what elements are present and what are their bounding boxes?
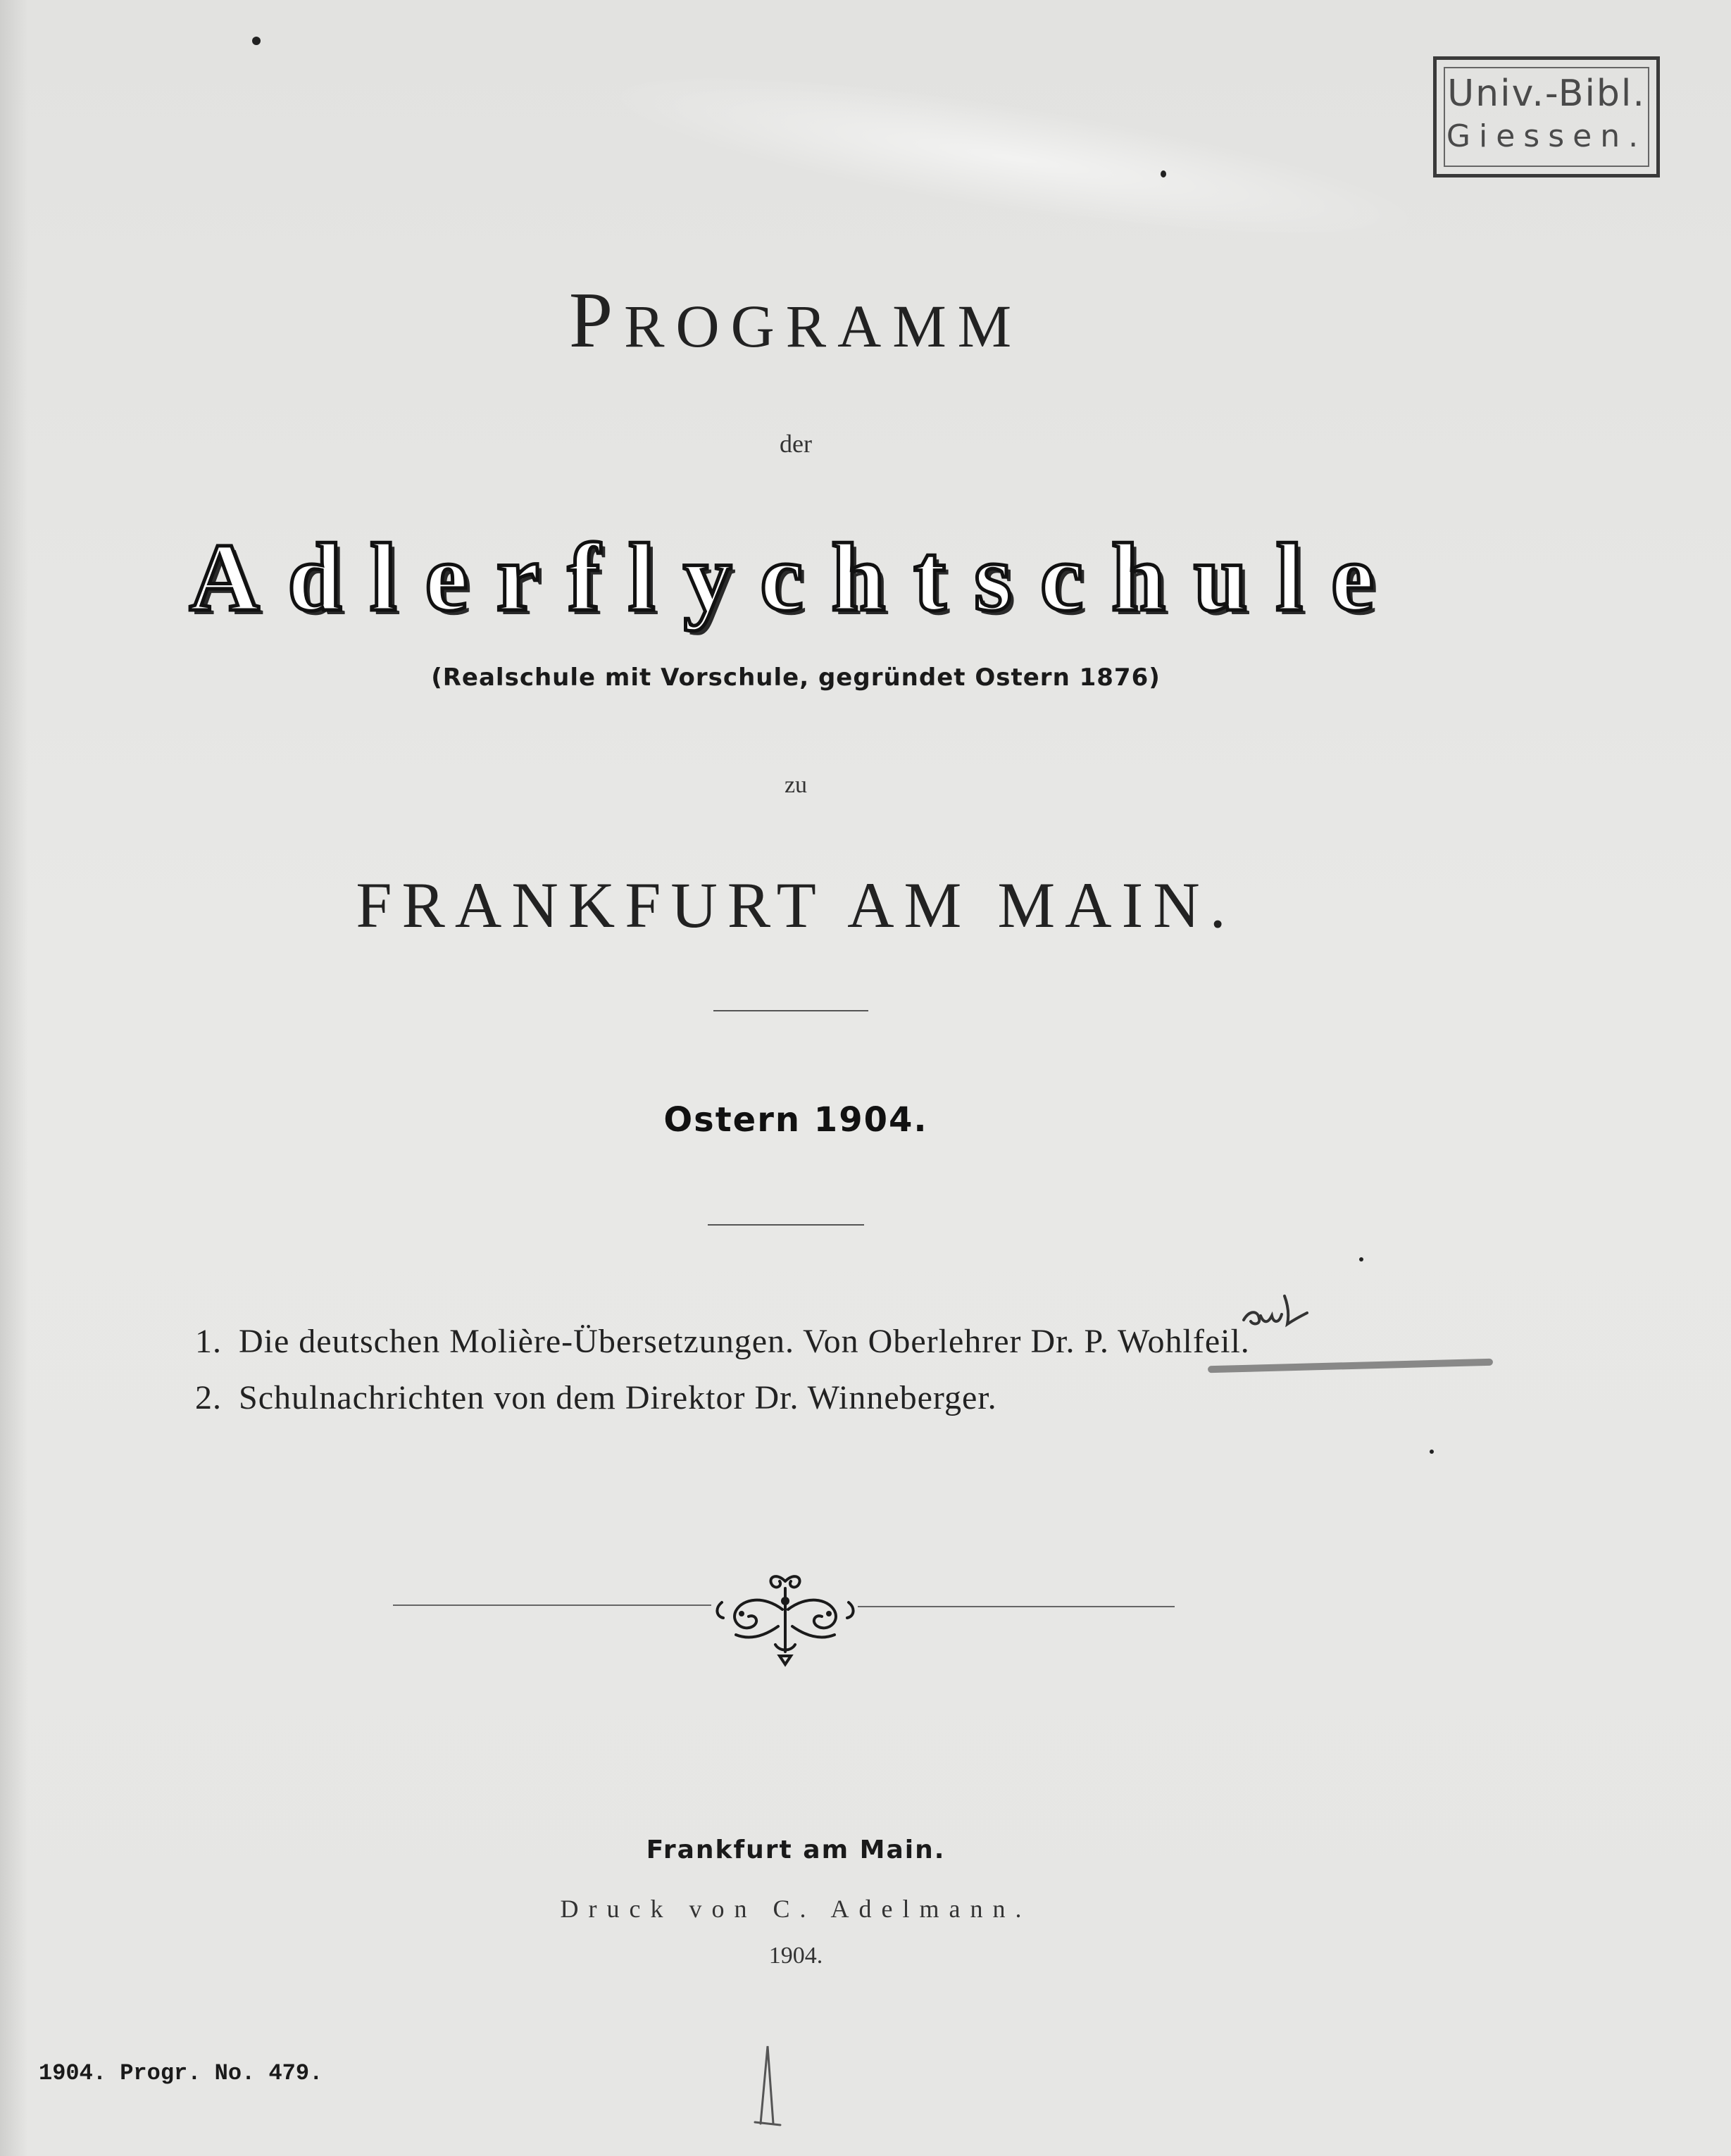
pencil-mark <box>748 2039 790 2131</box>
ornament-dot <box>826 1611 832 1616</box>
school-name: Adlerflychtschule <box>189 523 1403 631</box>
imprint-printer: Druck von C. Adelmann. <box>560 1895 1032 1923</box>
city-name: FRANKFURT AM MAIN. <box>356 869 1236 941</box>
library-stamp <box>1433 56 1660 177</box>
contents-item-text: Die deutschen Molière-Übersetzungen. Von Oberlehrer Dr. P. Wohlfeil. <box>239 1323 1250 1360</box>
ornament-rule-right <box>858 1606 1175 1607</box>
ink-speck <box>252 37 261 45</box>
divider-rule <box>708 1224 864 1226</box>
ornament-dot <box>781 1597 789 1605</box>
pencil-underline <box>1208 1359 1493 1373</box>
programm-initial: P <box>568 277 625 364</box>
contents-list <box>173 1314 1250 1426</box>
contents-item-number: 2. <box>195 1379 222 1416</box>
title-der: der <box>780 430 812 458</box>
ink-speck <box>1430 1450 1434 1454</box>
title-zu: zu <box>784 772 808 798</box>
ink-speck <box>1161 170 1166 177</box>
program-reference: 1904. Progr. No. 479. <box>39 2060 323 2086</box>
stamp-line-2: Giessen. <box>1446 118 1647 154</box>
contents-item-number: 1. <box>195 1323 222 1360</box>
fleuron-ornament <box>708 1567 863 1673</box>
paper-smudge <box>596 42 1433 276</box>
handwritten-annotation <box>1239 1289 1317 1331</box>
stamp-line-1: Univ.-Bibl. <box>1447 73 1646 115</box>
contents-item-text: Schulnachrichten von dem Direktor Dr. Winneberger. <box>239 1379 997 1416</box>
imprint-place: Frankfurt am Main. <box>646 1836 946 1864</box>
imprint-year: 1904. <box>768 1943 823 1969</box>
ornament-dot <box>739 1611 744 1616</box>
programm-rest: ROGRAMM <box>624 292 1023 360</box>
ink-speck <box>1359 1257 1363 1261</box>
contents-item <box>173 1370 1250 1426</box>
ornament-rule-left <box>393 1604 711 1606</box>
divider-rule <box>713 1010 868 1011</box>
school-subtitle: (Realschule mit Vorschule, gegründet Ostern 1876) <box>431 663 1161 692</box>
date-heading: Ostern 1904. <box>663 1100 928 1140</box>
contents-item <box>173 1314 1250 1370</box>
title-programm <box>0 277 1592 364</box>
